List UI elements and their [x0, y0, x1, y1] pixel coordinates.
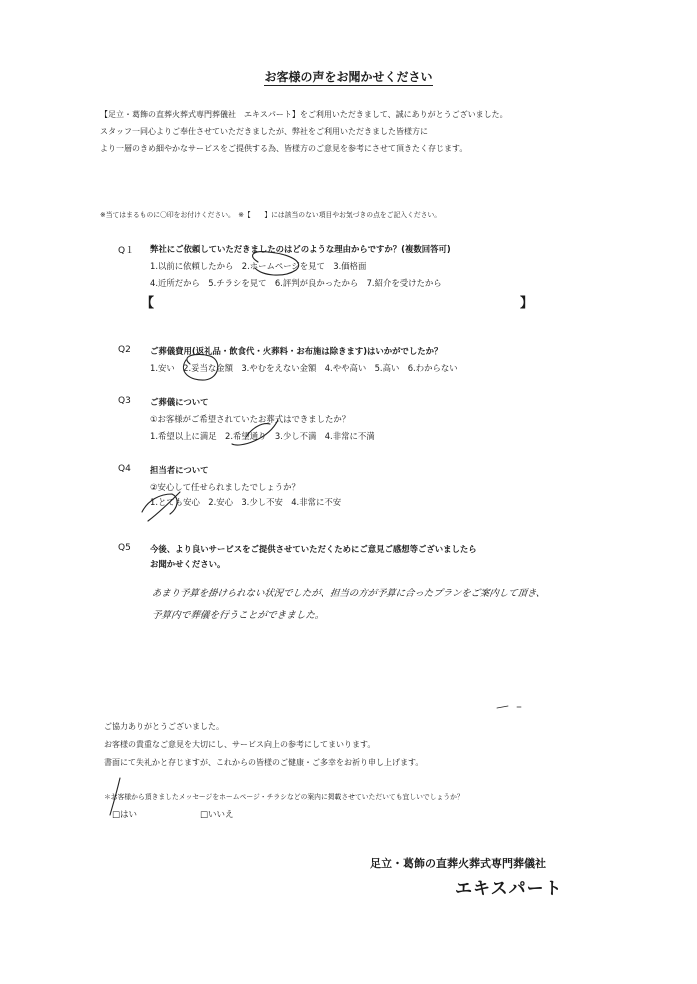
consent-yes-checkbox[interactable]: □はい [112, 810, 138, 820]
q1-options-line-2: 4.近所だから 5.チラシを見て 6.評判が良かったから 7.紹介を受けたから [150, 278, 442, 288]
intro-line-3: より一層のきめ細やかなサービスをご提供する為、皆様方のご意見を参考にさせて頂きたく存じます。 [100, 144, 468, 153]
q5-handwritten-answer-line-1: あまり予算を掛けられない状況でしたが、担当の方が予算に合ったプランをご案内して頂き、 [151, 588, 546, 599]
closing-line-2: お客様の貴重なご意見を大切にし、サービス向上の参考にしてまいります。 [104, 740, 376, 749]
q3-title: ご葬儀について [150, 397, 209, 407]
q4-subquestion: ②安心して任せられましたでしょうか？ [150, 482, 300, 492]
q5-number: Q5 [118, 543, 131, 553]
q2-options-line-1: 1.安い 2.妥当な金額 3.やむをえない金額 4.やや高い 5.高い 6.わからない [150, 363, 458, 373]
q2-title: ご葬儀費用(返礼品・飲食代・火葬料・お布施は除きます)はいかがでしたか？ [150, 346, 443, 356]
q5-title-line-2: お聞かせください。 [150, 559, 226, 569]
q1-comment-bracket-open: 【 [141, 296, 155, 311]
q1-comment-bracket-close: 】 [520, 296, 534, 311]
q3-number: Q3 [118, 396, 131, 406]
stray-pen-mark [497, 706, 521, 708]
q2-number: Q2 [118, 345, 131, 355]
closing-line-3: 書面にて失礼かと存じますが、これからの皆様のご健康・ご多幸をお祈り申し上げます。 [104, 758, 424, 767]
q1-options-line-1: 1.以前に依頼したから 2.ホームページを見て 3.価格面 [150, 261, 367, 271]
q4-options-line-1: 1.とても安心 2.安心 3.少し不安 4.非常に不安 [150, 497, 342, 507]
q3-options-line-1: 1.希望以上に満足 2.希望通り 3.少し不満 4.非常に不満 [150, 431, 375, 441]
instruction-note: ※当てはまるものに〇印をお付けください。 ※【 】には該当のない項目やお気づきの点をご記入ください。 [100, 211, 442, 219]
q1-number: Q１ [118, 246, 135, 256]
page-title-text: お客様の声をお聞かせください [264, 70, 433, 84]
q3-subquestion: ①お客様がご希望されていたお葬式はできましたか？ [150, 414, 351, 424]
closing-line-1: ご協力ありがとうございました。 [104, 722, 224, 731]
consent-no-checkbox[interactable]: □いいえ [200, 810, 234, 820]
q4-number: Q4 [118, 464, 131, 474]
q1-title: 弊社にご依頼していただきましたのはどのような理由からですか？(複数回答可) [150, 244, 451, 254]
q5-handwritten-answer-line-2: 予算内で葬儀を行うことができました。 [151, 610, 326, 621]
intro-line-2: スタッフ一同心よりご奉仕させていただきましたが、弊社をご利用いただきました皆様方に [100, 127, 428, 136]
intro-line-1: 【足立・葛飾の直葬火葬式専門葬儀社 エキスパート】をご利用いただきまして、誠にありがとうございました。 [100, 110, 508, 119]
q4-title: 担当者について [150, 465, 209, 475]
company-tagline: 足立・葛飾の直葬火葬式専門葬儀社 [370, 857, 546, 870]
consent-question: ＊お客様から頂きましたメッセージをホームページ・チラシなどの案内に掲載させていただいても宜しいでしょうか？ [104, 793, 464, 801]
company-name: エキスパート [455, 879, 563, 899]
q5-title-line-1: 今後、より良いサービスをご提供させていただくためにご意見ご感想等ございましたら [150, 544, 477, 554]
page-title [0, 68, 697, 85]
